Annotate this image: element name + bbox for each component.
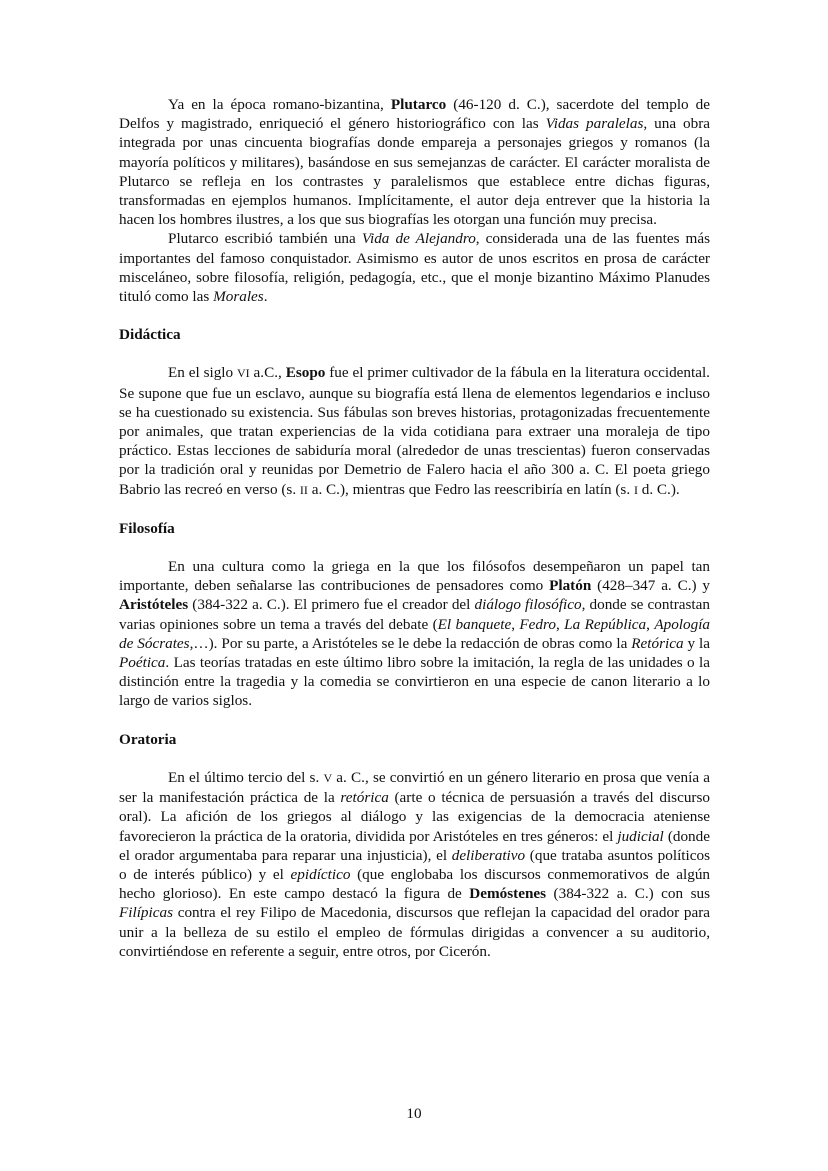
- roman-numeral: V: [323, 770, 333, 785]
- italic-title: Vida de Alejandro: [361, 230, 476, 248]
- page-number: 10: [406, 1105, 422, 1122]
- italic-title: Fedro: [519, 615, 556, 633]
- paragraph-esopo: En el siglo VI a.C., Esopo fue el primer cultivador de la fábula en la literatura occidental. Se supone que fue un esclavo, aunque su biografía está llena de elementos legendarios e incluso se ha cuestionado su existencia. Sus fábulas son breves historias, protagonizadas frecuentemente por animales, que tratan experiencias de la vida cotidiana para extraer una moraleja de tipo práctico. Estas lecciones de sabiduría moral (alrededor de unas trescientas) fueron conservadas por la tradición oral y reunidas por Demetrio de Falero hacia el año 300 a. C. El poeta griego Babrio las recreó en verso (s. II a. C.), mientras que Fedro las reescribiría en latín (s. I d. C.).: [119, 364, 710, 498]
- document-page: [119, 95, 710, 961]
- italic-title: Poética: [119, 654, 166, 672]
- italic-term: epidíctico: [290, 865, 351, 883]
- bold-term: Platón: [549, 577, 592, 595]
- paragraph-plutarco: Ya en la época romano-bizantina, Plutarco (46-120 d. C.), sacerdote del templo de Delfos y magistrado, enriqueció el género historiográfico con las Vidas paralelas, una obra integrada por unas cincuenta biografías donde empareja a personajes griegos y romanos (la mayoría políticos y militares), basándose en sus semejanzas de carácter. El carácter moralista de Plutarco se refleja en los contrastes y paralelismos que establece entre dichas figuras, transformadas en ejemplos humanos. Implícitamente, el autor deja entrever que la historia la hacen los hombres ilustres, a los que sus biografías les otorgan una función muy precisa.: [119, 96, 711, 229]
- italic-title: Apología de Sócrates: [119, 615, 711, 652]
- roman-numeral: I: [633, 482, 638, 497]
- paragraph-oratoria: En el último tercio del s. V a. C., se convirtió en un género literario en prosa que venía a ser la manifestación práctica de la retórica (arte o técnica de persuasión a través del discurso oral). La afición de los griegos al diálogo y las exigencias de la democracia ateniense favorecieron la práctica de la oratoria, dividida por Aristóteles en tres géneros: el judicial (donde el orador argumentaba para reparar una injusticia), el deliberativo (que trataba asuntos políticos o de interés público) y el epidíctico (que englobaba los discursos conmemorativos de algún hecho glorioso). En este campo destacó la figura de Demóstenes (384-322 a. C.) con sus Filípicas contra el rey Filipo de Macedonia, discursos que reflejan la capacidad del orador para unir a la belleza de su estilo el empleo de fórmulas dirigidas a convencer a su auditorio, convirtiéndose en referente a seguir, entre otros, por Cicerón.: [119, 768, 711, 960]
- bold-term: Esopo: [285, 364, 326, 382]
- heading-filosofia: Filosofía: [119, 519, 175, 537]
- italic-title: Filípicas: [119, 904, 173, 922]
- italic-title: Morales: [213, 288, 264, 306]
- italic-term: diálogo filosófico: [474, 596, 582, 614]
- italic-term: judicial: [617, 827, 664, 845]
- heading-didactica: Didáctica: [119, 326, 181, 344]
- italic-title: El banquete: [437, 615, 512, 633]
- bold-term: Demóstenes: [469, 885, 547, 903]
- roman-numeral: VI: [237, 366, 250, 381]
- bold-term: Plutarco: [390, 96, 447, 113]
- italic-title: La República: [564, 615, 647, 633]
- italic-title: Vidas paralelas: [545, 115, 644, 133]
- italic-term: deliberativo: [451, 846, 526, 864]
- bold-term: Aristóteles: [119, 596, 189, 614]
- paragraph-filosofia: En una cultura como la griega en la que los filósofos desempeñaron un papel tan importante, deben señalarse las contribuciones de pensadores como Platón (428–347 a. C.) y Aristóteles (384-322 a. C.). El primero fue el creador del diálogo filosófico, donde se contrastan varias opiniones sobre un tema a través del debate (El banquete, Fedro, La República, Apología de Sócrates,…). Por su parte, a Aristóteles se le debe la redacción de obras como la Retórica y la Poética. Las teorías tratadas en este último libro sobre la imitación, la regla de las unidades o la distinción entre la tragedia y la comedia se convirtieron en una especie de canon literario a lo largo de varios siglos.: [119, 558, 711, 710]
- heading-oratoria: Oratoria: [119, 730, 177, 748]
- roman-numeral: II: [299, 482, 308, 497]
- paragraph-plutarco-2: Plutarco escribió también una Vida de Alejandro, considerada una de las fuentes más importantes del famoso conquistador. Asimismo es autor de unos escritos en prosa de carácter misceláneo, sobre filosofía, religión, pedagogía, etc., que el monje bizantino Máximo Planudes tituló como las Morales.: [119, 230, 711, 306]
- italic-title: Retórica: [631, 634, 684, 652]
- italic-term: retórica: [340, 789, 389, 807]
